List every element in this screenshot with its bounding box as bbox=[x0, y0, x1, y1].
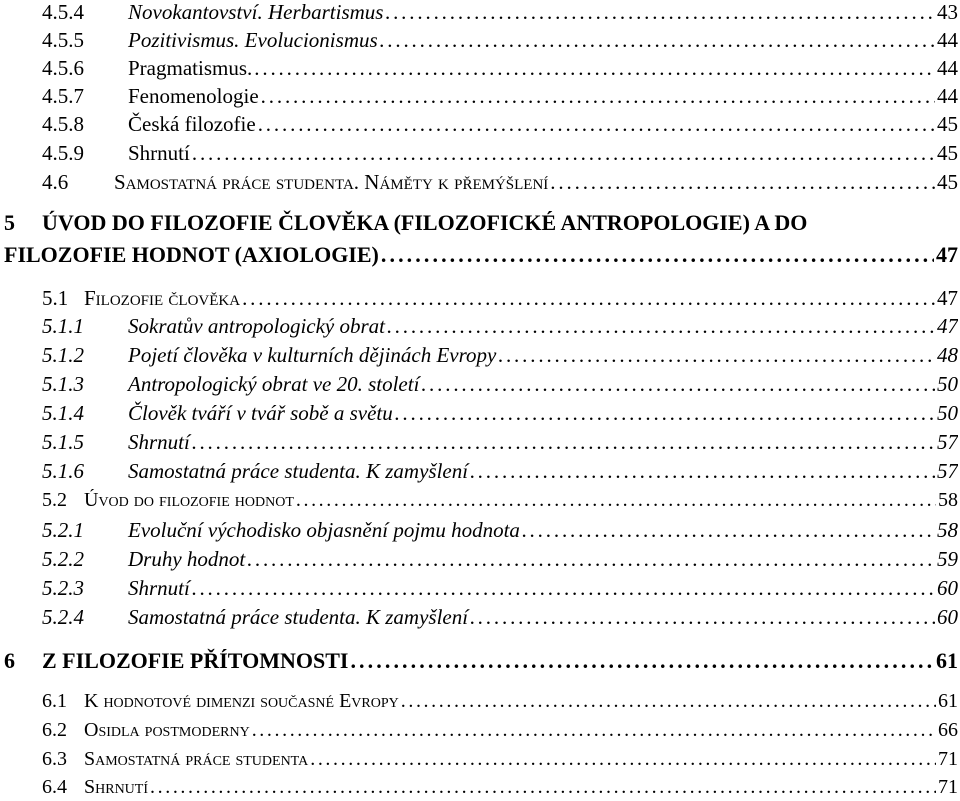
dot-leader bbox=[385, 0, 935, 24]
entry-title: Samostatná práce studenta. Náměty k přemýšlení bbox=[114, 170, 549, 194]
dot-leader bbox=[254, 56, 935, 80]
dot-leader bbox=[498, 343, 935, 367]
entry-page: 47 bbox=[937, 314, 958, 338]
entry-page: 45 bbox=[937, 112, 958, 136]
entry-number: 4.6 bbox=[42, 170, 69, 194]
entry-page: 45 bbox=[937, 141, 958, 165]
dot-leader bbox=[150, 776, 936, 799]
toc-entry bbox=[42, 748, 958, 771]
entry-number: 6.2 bbox=[42, 719, 67, 741]
entry-number: 5.1.5 bbox=[42, 430, 84, 454]
chapter-heading bbox=[4, 210, 807, 236]
entry-page: 57 bbox=[937, 430, 958, 454]
entry-number: 5.1.1 bbox=[42, 314, 84, 338]
entry-number: 5.2.4 bbox=[42, 605, 84, 629]
entry-number: 6 bbox=[4, 648, 15, 673]
entry-title: Novokantovství. Herbartismus bbox=[128, 0, 384, 24]
toc-entry bbox=[0, 56, 958, 80]
entry-number: 4.5.4 bbox=[42, 0, 84, 24]
entry-page: 58 bbox=[938, 489, 958, 511]
entry-title: Česká filozofie bbox=[128, 112, 256, 136]
entry-page: 50 bbox=[937, 401, 958, 425]
entry-page: 59 bbox=[937, 547, 958, 571]
toc-entry bbox=[42, 776, 958, 799]
entry-title: Druhy hodnot bbox=[128, 547, 246, 571]
entry-page: 48 bbox=[937, 343, 958, 367]
entry-title: ÚVOD DO FILOZOFIE ČLOVĚKA (FILOZOFICKÉ ANTROPOLOGIE) A DO bbox=[42, 210, 808, 235]
dot-leader bbox=[421, 372, 935, 396]
entry-page: 71 bbox=[938, 776, 958, 798]
entry-title: Filozofie člověka bbox=[84, 286, 241, 310]
entry-page: 71 bbox=[938, 748, 958, 770]
toc-entry bbox=[42, 489, 958, 512]
entry-page: 57 bbox=[937, 459, 958, 483]
dot-leader bbox=[350, 648, 934, 673]
toc-entry bbox=[0, 372, 958, 396]
entry-title: Pozitivismus. Evolucionismus bbox=[128, 28, 378, 52]
toc-entry bbox=[4, 648, 958, 673]
entry-page: 44 bbox=[937, 56, 958, 80]
entry-page: 43 bbox=[937, 0, 958, 24]
toc-entry bbox=[0, 547, 958, 571]
toc-entry bbox=[42, 719, 958, 742]
entry-title: Sokratův antropologický obrat bbox=[128, 314, 386, 338]
entry-title: Pragmatismus. bbox=[128, 56, 253, 80]
entry-title: Antropologický obrat ve 20. století bbox=[128, 372, 420, 396]
dot-leader bbox=[550, 170, 935, 194]
toc-entry bbox=[0, 28, 958, 52]
dot-leader bbox=[252, 719, 936, 742]
toc-entry bbox=[0, 84, 958, 108]
entry-number: 4.5.5 bbox=[42, 28, 84, 52]
entry-number: 5.1 bbox=[42, 286, 69, 310]
toc-entry bbox=[0, 576, 958, 600]
entry-number: 5.2.2 bbox=[42, 547, 84, 571]
dot-leader bbox=[381, 242, 934, 267]
toc-entry bbox=[42, 286, 958, 310]
dot-leader bbox=[470, 605, 935, 629]
dot-leader bbox=[395, 401, 935, 425]
entry-page: 47 bbox=[936, 242, 958, 267]
dot-leader bbox=[380, 28, 935, 52]
dot-leader bbox=[470, 459, 935, 483]
entry-page: 58 bbox=[937, 518, 958, 542]
toc-entry bbox=[0, 343, 958, 367]
dot-leader bbox=[192, 576, 935, 600]
entry-number: 4.5.9 bbox=[42, 141, 84, 165]
entry-page: 45 bbox=[937, 170, 958, 194]
entry-title: Úvod do filozofie hodnot bbox=[84, 489, 294, 511]
entry-page: 50 bbox=[937, 372, 958, 396]
entry-number: 5.1.6 bbox=[42, 459, 84, 483]
entry-number: 6.1 bbox=[42, 690, 67, 712]
entry-title: Fenomenologie bbox=[128, 84, 259, 108]
entry-title-continued: FILOZOFIE HODNOT (AXIOLOGIE) bbox=[4, 242, 379, 267]
entry-number: 5.1.3 bbox=[42, 372, 84, 396]
dot-leader bbox=[242, 286, 935, 310]
entry-title: Člověk tváří v tvář sobě a světu bbox=[128, 401, 393, 425]
entry-title: Shrnutí bbox=[128, 141, 190, 165]
toc-entry bbox=[42, 170, 958, 194]
entry-page: 60 bbox=[937, 605, 958, 629]
entry-page: 61 bbox=[938, 690, 958, 712]
dot-leader bbox=[387, 314, 935, 338]
toc-entry bbox=[0, 141, 958, 165]
entry-title: Shrnutí bbox=[128, 576, 190, 600]
entry-number: 5.2 bbox=[42, 489, 67, 511]
entry-title: Pojetí člověka v kulturních dějinách Evropy bbox=[128, 343, 497, 367]
dot-leader bbox=[192, 141, 935, 165]
entry-title: Samostatná práce studenta. K zamyšlení bbox=[128, 459, 469, 483]
entry-title: Evoluční východisko objasnění pojmu hodnota bbox=[128, 518, 520, 542]
dot-leader bbox=[258, 112, 935, 136]
entry-number: 4.5.8 bbox=[42, 112, 84, 136]
dot-leader bbox=[261, 84, 935, 108]
dot-leader bbox=[296, 489, 936, 512]
toc-entry bbox=[0, 430, 958, 454]
entry-title: Samostatná práce studenta bbox=[84, 748, 309, 770]
entry-number: 5.1.4 bbox=[42, 401, 84, 425]
entry-page: 66 bbox=[938, 719, 958, 741]
toc-entry bbox=[42, 690, 958, 713]
toc-entry bbox=[0, 459, 958, 483]
dot-leader bbox=[247, 547, 935, 571]
toc-entry bbox=[0, 401, 958, 425]
entry-number: 5.2.1 bbox=[42, 518, 84, 542]
entry-number: 4.5.6 bbox=[42, 56, 84, 80]
entry-title: Shrnutí bbox=[128, 430, 190, 454]
entry-page: 44 bbox=[937, 28, 958, 52]
entry-number: 5 bbox=[4, 210, 15, 235]
entry-title: Osidla postmoderny bbox=[84, 719, 250, 741]
dot-leader bbox=[192, 430, 935, 454]
dot-leader bbox=[310, 748, 936, 771]
entry-number: 5.2.3 bbox=[42, 576, 84, 600]
entry-title: Z FILOZOFIE PŘÍTOMNOSTI bbox=[42, 648, 349, 673]
entry-page: 60 bbox=[937, 576, 958, 600]
entry-number: 5.1.2 bbox=[42, 343, 84, 367]
entry-number: 6.3 bbox=[42, 748, 67, 770]
entry-number: 4.5.7 bbox=[42, 84, 84, 108]
toc-entry bbox=[0, 112, 958, 136]
entry-title: K hodnotové dimenzi současné Evropy bbox=[84, 690, 399, 712]
toc-entry bbox=[0, 605, 958, 629]
dot-leader bbox=[522, 518, 935, 542]
entry-title: Samostatná práce studenta. K zamyšlení bbox=[128, 605, 469, 629]
toc-entry bbox=[0, 314, 958, 338]
entry-number: 6.4 bbox=[42, 776, 67, 798]
toc-entry bbox=[0, 518, 958, 542]
entry-page: 47 bbox=[937, 286, 958, 310]
toc-entry bbox=[4, 242, 958, 267]
dot-leader bbox=[401, 690, 936, 713]
toc-entry bbox=[0, 0, 958, 24]
entry-page: 61 bbox=[936, 648, 958, 673]
entry-title: Shrnutí bbox=[84, 776, 149, 798]
entry-page: 44 bbox=[937, 84, 958, 108]
